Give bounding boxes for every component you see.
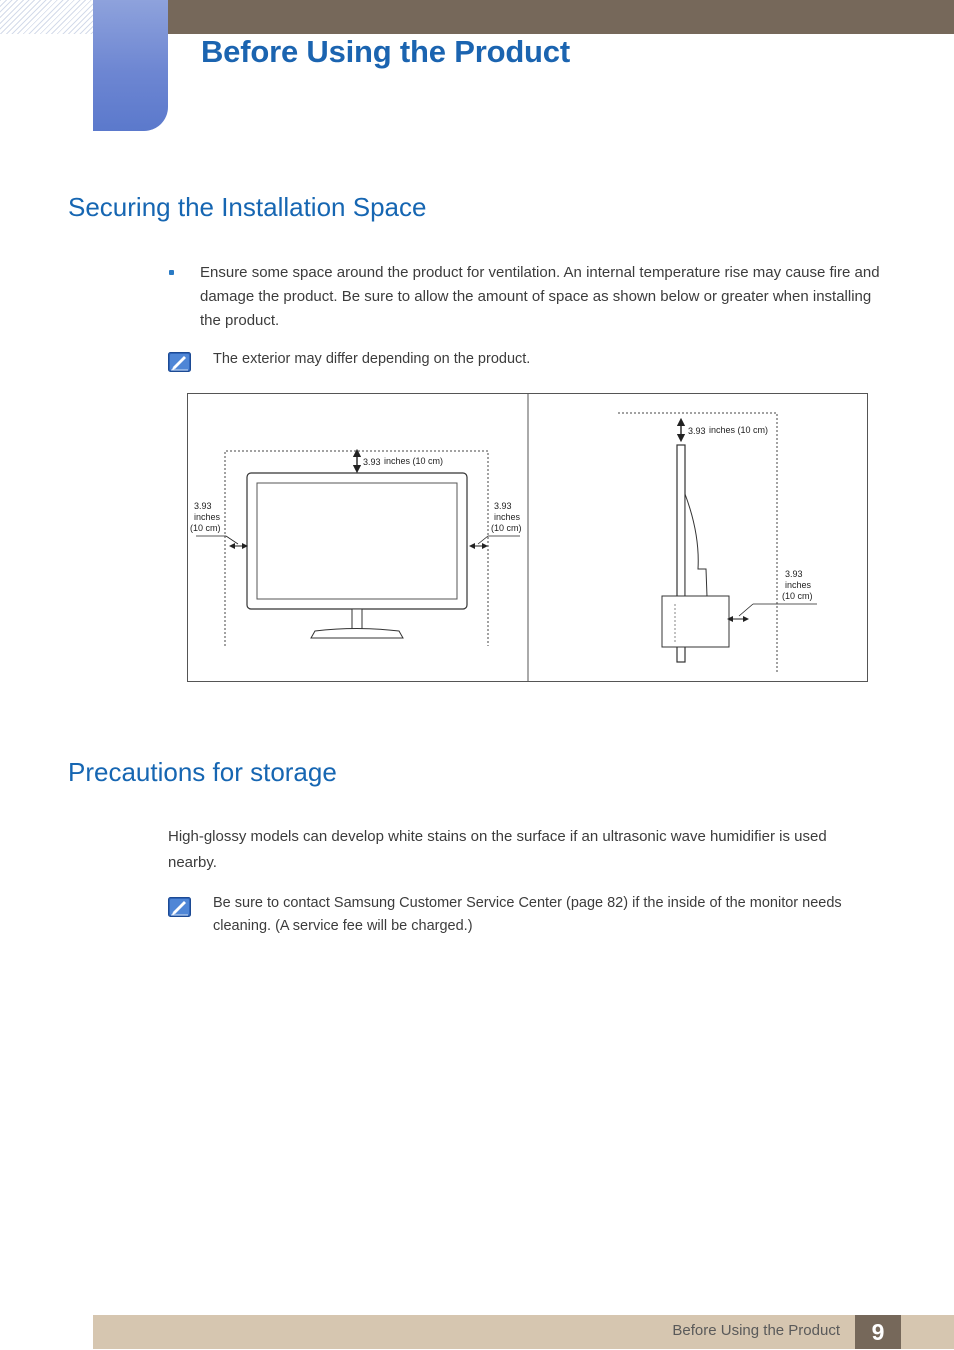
front-left-leader-angle	[226, 536, 238, 544]
ventilation-bullet-text: Ensure some space around the product for ventilation. An internal temperature rise may cause fire and damage the product. Be sure to allow the amount of space as shown below or greater when installing the product.	[200, 264, 880, 329]
page-number: 9	[855, 1315, 901, 1349]
monitor-front-base	[311, 629, 403, 639]
front-left-metric: (10 cm)	[190, 523, 221, 533]
pencil-note-icon	[168, 352, 191, 372]
installation-space-figure	[187, 393, 868, 682]
monitor-front-neck	[352, 609, 362, 631]
front-right-unit: inches	[494, 512, 521, 522]
footer-bar	[93, 1315, 954, 1349]
front-top-value: 3.93	[363, 457, 381, 467]
bullet-icon	[169, 270, 174, 275]
side-top-value: 3.93	[688, 426, 706, 436]
installation-space-diagram	[188, 394, 867, 681]
side-back-unit: inches	[785, 580, 812, 590]
side-back-metric: (10 cm)	[782, 591, 813, 601]
front-view-diagram	[190, 451, 522, 646]
front-top-unit: inches (10 cm)	[384, 456, 444, 466]
front-right-value: 3.93	[494, 501, 512, 511]
front-left-value: 3.93	[194, 501, 212, 511]
monitor-side-base	[662, 596, 729, 647]
front-left-unit: inches	[194, 512, 221, 522]
chapter-title: Before Using the Product	[201, 34, 570, 69]
side-back-leader-angle	[739, 604, 753, 616]
exterior-note-text: The exterior may differ depending on the product.	[213, 351, 531, 367]
header-hatch-decoration	[0, 0, 93, 34]
storage-body-text: High-glossy models can develop white stains on the surface if an ultrasonic wave humidifier is used nearby.	[168, 828, 827, 871]
side-top-unit: inches (10 cm)	[709, 425, 769, 435]
side-view-diagram	[618, 413, 817, 674]
header-bar	[168, 0, 954, 34]
service-note-text: Be sure to contact Samsung Customer Service Center (page 82) if the inside of the monitor needs cleaning. (A service fee will be charged.)	[213, 895, 842, 934]
side-back-value: 3.93	[785, 569, 803, 579]
front-right-metric: (10 cm)	[491, 523, 522, 533]
footer-chapter-label: Before Using the Product	[672, 1322, 840, 1339]
section-title-installation-space: Securing the Installation Space	[68, 192, 427, 222]
pencil-note-icon	[168, 897, 191, 917]
section-title-storage: Precautions for storage	[68, 757, 337, 787]
chapter-tab	[93, 0, 168, 131]
monitor-front-screen	[257, 483, 457, 599]
front-right-leader-angle	[478, 536, 488, 544]
